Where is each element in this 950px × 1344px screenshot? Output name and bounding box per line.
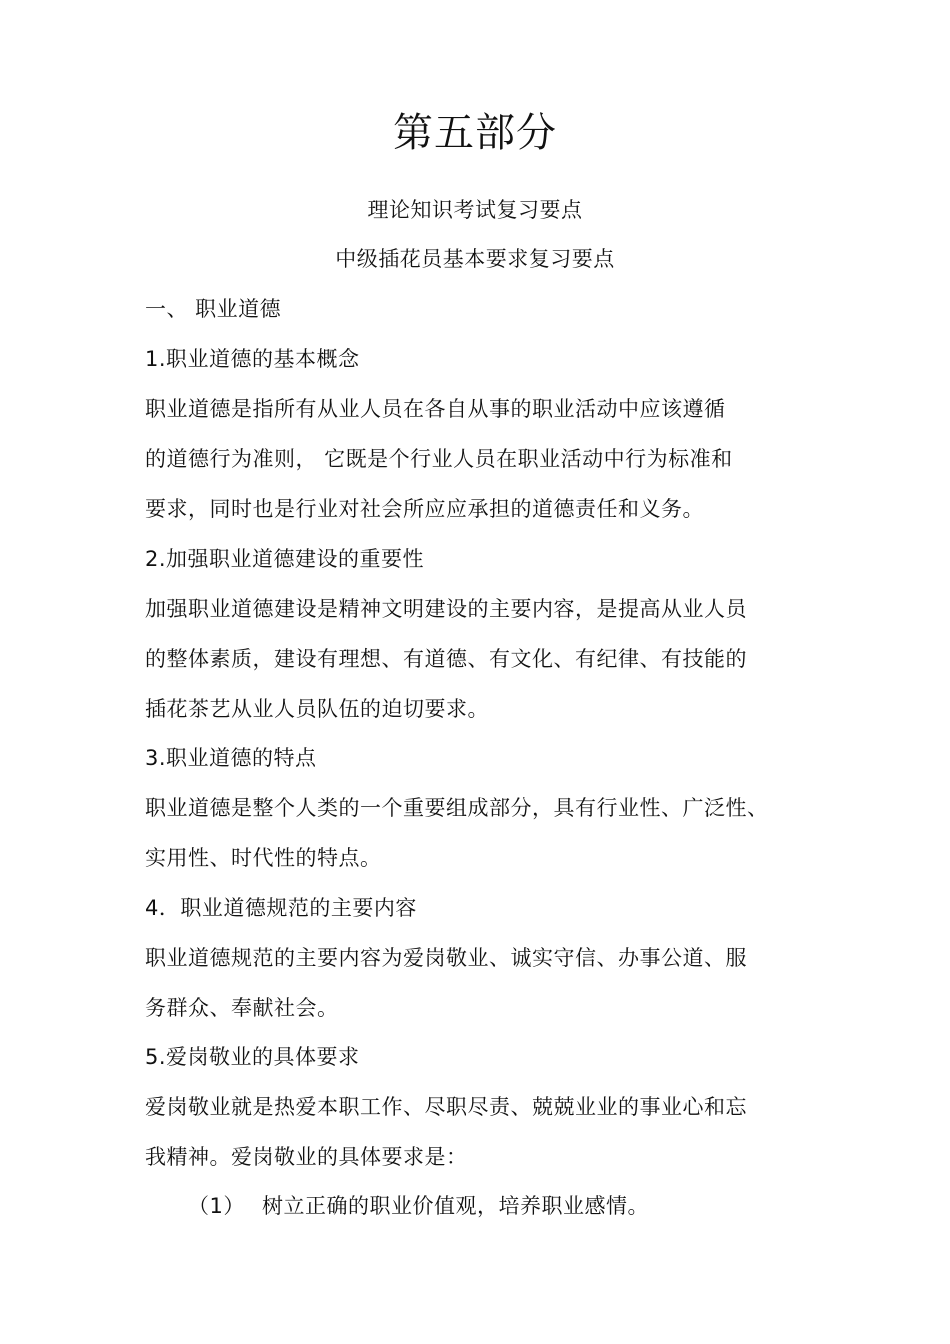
list-item-text: 树立正确的职业价值观，培养职业感情。	[262, 1194, 649, 1218]
paragraph-line: 我精神。爱岗敬业的具体要求是：	[145, 1145, 468, 1169]
paragraph-line: 爱岗敬业就是热爱本职工作、尽职尽责、兢兢业业的事业心和忘	[145, 1095, 747, 1119]
paragraph-line: 务群众、奉献社会。	[145, 996, 339, 1020]
heading-dedication: 5.爱岗敬业的具体要求	[145, 1045, 360, 1069]
heading-basic-concept: 1.职业道德的基本概念	[145, 347, 360, 371]
paragraph-line: 的道德行为准则， 它既是个行业人员在职业活动中行为标准和	[145, 447, 733, 471]
list-item-number: （1）	[188, 1194, 245, 1218]
document-title: 第五部分	[393, 110, 557, 156]
heading-characteristics: 3.职业道德的特点	[145, 746, 317, 770]
heading-importance: 2.加强职业道德建设的重要性	[145, 547, 425, 571]
heading-main-content: 4．职业道德规范的主要内容	[145, 896, 417, 920]
subtitle-exam-review: 理论知识考试复习要点	[367, 198, 583, 222]
subtitle-basic-requirements: 中级插花员基本要求复习要点	[335, 247, 615, 271]
paragraph-line: 职业道德是指所有从业人员在各自从事的职业活动中应该遵循	[145, 397, 726, 421]
paragraph-line: 的整体素质，建设有理想、有道德、有文化、有纪律、有技能的	[145, 647, 747, 671]
paragraph-line: 实用性、时代性的特点。	[145, 846, 382, 870]
section-heading-professional-ethics: 一、 职业道德	[145, 297, 282, 321]
paragraph-line: 要求，同时也是行业对社会所应应承担的道德责任和义务。	[145, 497, 704, 521]
paragraph-line: 职业道德是整个人类的一个重要组成部分，具有行业性、广泛性、	[145, 796, 769, 820]
paragraph-line: 加强职业道德建设是精神文明建设的主要内容，是提高从业人员	[145, 597, 747, 621]
paragraph-line: 插花茶艺从业人员队伍的迫切要求。	[145, 697, 489, 721]
paragraph-line: 职业道德规范的主要内容为爱岗敬业、诚实守信、办事公道、服	[145, 946, 747, 970]
